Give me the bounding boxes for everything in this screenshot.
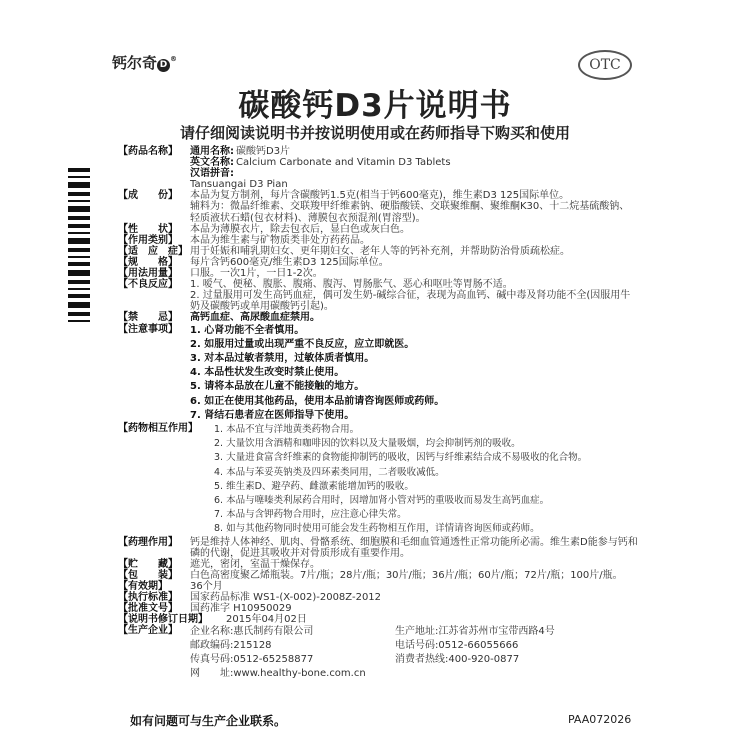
section-label: 【执行标准】 xyxy=(118,592,178,604)
precaution-item: 2. 如服用过量或出现严重不良反应，应立即就医。 xyxy=(190,338,415,350)
dosage-text: 口服。一次1片，一日1-2次。 xyxy=(190,268,323,280)
contact-note: 如有问题可与生产企业联系。 xyxy=(130,714,287,728)
interaction-item: 6. 本品与噻嗪类利尿药合用时，因增加肾小管对钙的重吸收而易发生高钙血症。 xyxy=(214,494,550,506)
section-properties xyxy=(118,224,638,235)
pinyin-name: Tansuangai D3 Pian xyxy=(190,179,288,191)
validity-text: 36个月 xyxy=(190,580,223,592)
adverse-item: 1. 嗳气、便秘、腹胀、腹痛、腹泻、胃肠胀气、恶心和呕吐等胃肠不适。 xyxy=(190,279,513,291)
precaution-item: 3. 对本品过敏者禁用，过敏体质者慎用。 xyxy=(190,352,375,364)
interaction-item: 7. 本品与含钾药物合用时，应注意心律失常。 xyxy=(214,509,407,521)
interaction-item: 8. 如与其他药物同时使用可能会发生药物相互作用，详情请咨询医师或药师。 xyxy=(214,523,540,535)
approval-text: 国药准字 H10950029 xyxy=(190,603,292,615)
interaction-item: 5. 维生素D、避孕药、雌激素能增加钙的吸收。 xyxy=(214,480,414,492)
document-subtitle: 请仔细阅读说明书并按说明使用或在药师指导下购买和使用 xyxy=(179,124,570,142)
leaflet-body xyxy=(118,146,638,681)
brand-name: 钙尔奇 xyxy=(112,54,158,72)
document-title: 碳酸钙D3片说明书 xyxy=(238,88,512,124)
section-label: 【药理作用】 xyxy=(118,536,178,548)
zip-label: 邮政编码: xyxy=(190,640,234,652)
section-label: 【贮 藏】 xyxy=(118,558,178,570)
fax-label: 传真号码: xyxy=(190,654,234,666)
english-name-label: 英文名称: xyxy=(190,157,234,169)
section-indication xyxy=(118,246,638,257)
precaution-item: 6. 如正在使用其他药品，使用本品前请咨询医师或药师。 xyxy=(190,395,445,407)
section-standard xyxy=(118,592,638,603)
address: 江苏省苏州市宝带西路4号 xyxy=(438,626,555,638)
registered-mark: ® xyxy=(170,55,178,63)
document-code: PAA072026 xyxy=(568,713,632,726)
section-interactions xyxy=(118,423,638,537)
address-label: 生产地址: xyxy=(395,626,439,638)
section-label: 【有效期】 xyxy=(118,580,168,592)
composition-excipients: 辅料为：微晶纤维素、交联羧甲纤维素钠、硬脂酸镁、交联聚维酮、聚维酮K30、十二烷基硫酸钠、轻质液状石蜡(包衣材料)、薄膜包衣预混剂(胃溶型)。 xyxy=(190,201,630,224)
phone-label: 电话号码: xyxy=(395,640,439,652)
section-label: 【规 格】 xyxy=(118,256,178,268)
website: www.healthy-bone.com.cn xyxy=(233,668,366,680)
section-package xyxy=(118,570,638,581)
precaution-item: 1. 心肾功能不全者慎用。 xyxy=(190,324,305,336)
section-precautions xyxy=(118,324,638,423)
section-composition xyxy=(118,190,638,223)
package-text: 白色高密度聚乙烯瓶装。7片/瓶；28片/瓶；30片/瓶；36片/瓶；60片/瓶；72片/瓶；100片/瓶。 xyxy=(190,569,623,581)
section-label: 【适 应 症】 xyxy=(118,245,188,257)
phone-number: 0512-66055666 xyxy=(438,640,519,652)
interaction-item: 2. 大量饮用含酒精和咖啡因的饮料以及大量吸烟，均会抑制钙剂的吸收。 xyxy=(214,438,521,450)
section-validity xyxy=(118,581,638,592)
standard-text: 国家药品标准 WS1-(X-002)-2008Z-2012 xyxy=(190,592,382,604)
interaction-item: 4. 本品与苯妥英钠类及四环素类同用，二者吸收减低。 xyxy=(214,466,445,478)
section-label: 【药品名称】 xyxy=(118,146,178,157)
otc-badge: OTC xyxy=(578,50,632,80)
section-label: 【生产企业】 xyxy=(118,625,178,637)
section-spec xyxy=(118,257,638,268)
section-label: 【药物相互作用】 xyxy=(118,422,198,434)
generic-name-label: 通用名称: xyxy=(190,146,234,157)
section-dosage xyxy=(118,268,638,279)
storage-text: 遮光，密闭，室温干燥保存。 xyxy=(190,558,320,570)
section-category xyxy=(118,235,638,246)
precaution-item: 5. 请将本品放在儿童不能接触的地方。 xyxy=(190,381,365,393)
interaction-item: 3. 大量进食富含纤维素的食物能抑制钙的吸收，因钙与纤维素结合成不易吸收的化合物。 xyxy=(214,452,588,464)
precaution-item: 7. 肾结石患者应在医师指导下使用。 xyxy=(190,409,355,421)
section-approval xyxy=(118,603,638,614)
english-name: Calcium Carbonate and Vitamin D3 Tablets xyxy=(236,157,451,169)
section-adverse xyxy=(118,279,638,312)
hotline-number: 400-920-0877 xyxy=(448,654,520,666)
composition-main: 本品为复方制剂，每片含碳酸钙1.5克(相当于钙600毫克)，维生素D3 125国际单位。 xyxy=(190,190,570,202)
brand-d-mark: D xyxy=(157,59,170,72)
section-storage xyxy=(118,559,638,570)
section-manufacturer xyxy=(118,625,638,681)
section-label: 【用法用量】 xyxy=(118,268,178,280)
company-name: 惠氏制药有限公司 xyxy=(233,626,314,638)
precaution-item: 4. 本品性状发生改变时禁止使用。 xyxy=(190,367,345,379)
pharmacology-text: 钙是维持人体神经、肌肉、骨骼系统、细胞膜和毛细血管通透性正常功能所必需。维生素D能参与钙和磷的代谢，促进其吸收并对骨质形成有重要作用。 xyxy=(190,536,638,559)
category-text: 本品为维生素与矿物质类非处方药药品。 xyxy=(190,234,370,246)
side-barcode xyxy=(68,168,90,328)
section-label: 【批准文号】 xyxy=(118,603,178,615)
hotline-label: 消费者热线: xyxy=(395,654,449,666)
website-label: 网 址: xyxy=(190,668,234,680)
section-label: 【性 状】 xyxy=(118,223,178,235)
properties-text: 本品为薄膜衣片，除去包衣后，显白色或灰白色。 xyxy=(190,223,410,235)
section-label: 【注意事项】 xyxy=(118,323,178,335)
section-label: 【说明书修订日期】 xyxy=(118,614,208,626)
brand-logo xyxy=(112,52,177,73)
interaction-item: 1. 本品不宜与洋地黄类药物合用。 xyxy=(214,423,360,435)
section-pharmacology xyxy=(118,537,638,559)
company-name-label: 企业名称: xyxy=(190,626,234,638)
contraindication-text: 高钙血症、高尿酸血症禁用。 xyxy=(190,312,320,324)
section-drug-name xyxy=(118,146,638,190)
spec-text: 每片含钙600毫克/维生素D3 125国际单位。 xyxy=(190,256,389,268)
revision-text: 2015年04月02日 xyxy=(226,614,307,626)
zip-code: 215128 xyxy=(233,640,272,652)
section-label: 【不良反应】 xyxy=(118,279,178,291)
section-label: 【作用类别】 xyxy=(118,234,178,246)
section-contraindication xyxy=(118,312,638,323)
pinyin-name-label: 汉语拼音: xyxy=(190,168,234,180)
section-revision xyxy=(118,614,638,625)
section-label: 【成 份】 xyxy=(118,190,178,202)
section-label: 【包 装】 xyxy=(118,569,178,581)
generic-name: 碳酸钙D3片 xyxy=(236,146,291,157)
section-label: 【禁 忌】 xyxy=(118,312,178,324)
fax-number: 0512-65258877 xyxy=(233,654,314,666)
adverse-item: 2. 过量服用可发生高钙血症，偶可发生奶-碱综合征，表现为高血钙、碱中毒及肾功能不全(因服用牛奶及碳酸钙或单用碳酸钙引起)。 xyxy=(190,290,631,313)
indication-text: 用于妊娠和哺乳期妇女、更年期妇女、老年人等的钙补充剂，并帮助防治骨质疏松症。 xyxy=(190,245,570,257)
